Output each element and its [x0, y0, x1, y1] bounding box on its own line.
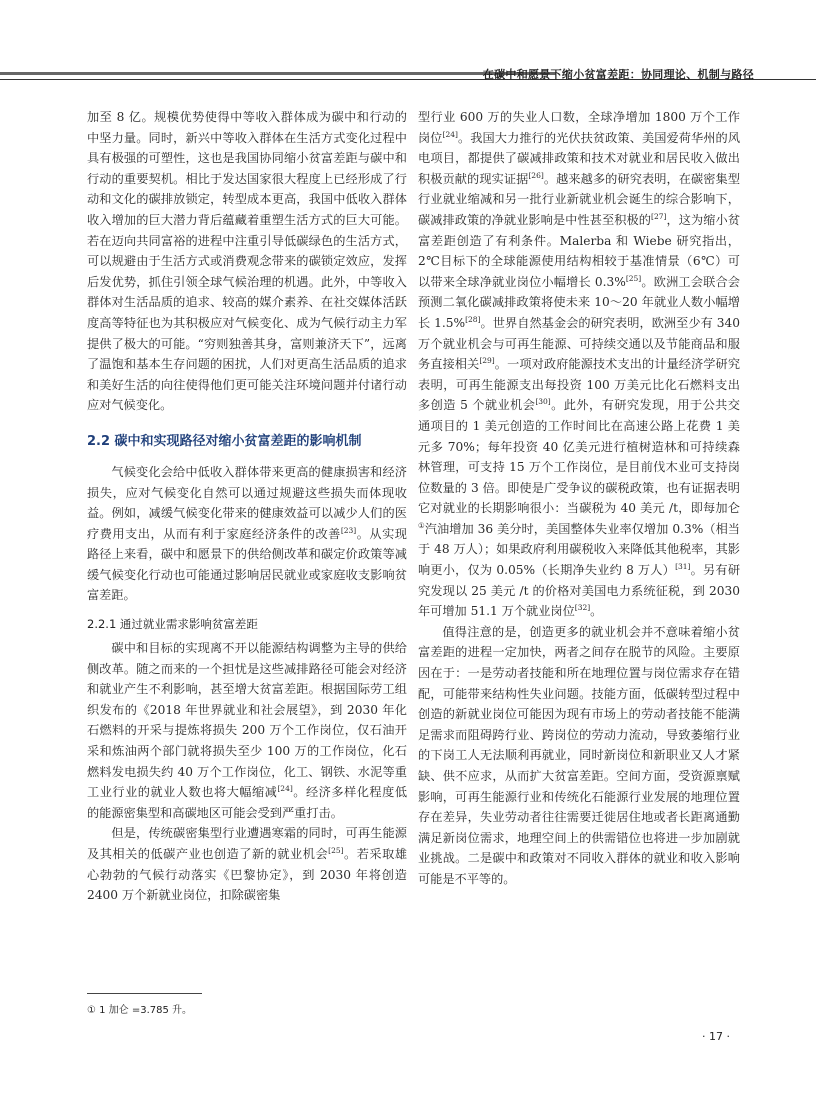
citation: [31]: [675, 562, 691, 571]
subsection-heading: 2.2.1 通过就业需求影响贫富差距: [87, 617, 258, 632]
citation: [29]: [479, 356, 495, 366]
citation: [25]: [625, 273, 642, 283]
page-number: · 17 ·: [702, 1030, 730, 1043]
left-column: [87, 107, 407, 906]
footnote-rule: [87, 993, 202, 994]
citation: [32]: [574, 603, 591, 613]
paragraph: 加至 8 亿。规模优势使得中等收入群体成为碳中和行动的中坚力量。同时，新兴中等收入群体在生活方式变化过程中具有极强的可塑性，这也是我国协同缩小贫富差距与碳中和行动的重要契机。相比于发达国家很大程度上已经形成了行动和文化的碳排放锁定，转型成本更高，我国中低收入群体收入增加的巨大潜力背后蕴藏着重塑生活方式的巨大可能。若在迈向共同富裕的进程中注重引导低碳绿色的生活方式，可以规避由于生活方式或消费观念带来的碳锁定效应，发挥后发优势，抓住引领全球气候治理的机遇。此外，中等收入群体对生活品质的追求、较高的媒介素养、在社交媒体活跃度高等特征也为其积极应对气候变化、成为气候行动主力军提供了极大的可能。“穷则独善其身，富则兼济天下”，远离了温饱和基本生存问题的困扰，人们对更高生活品质的追求和美好生活的向往使得他们更可能关注环境问题并付诸行动应对气候变化。: [87, 110, 407, 413]
footnote: ① 1 加仑 =3.785 升。: [87, 1005, 193, 1016]
citation: [24]: [277, 784, 293, 794]
citation: [25]: [328, 845, 344, 855]
right-column: [418, 107, 740, 890]
citation: [24]: [442, 129, 458, 139]
header-bar: [0, 72, 556, 75]
citation: [26]: [528, 170, 544, 180]
section-heading: 2.2 碳中和实现路径对缩小贫富差距的影响机制: [87, 433, 362, 449]
footnote-marker: ①: [418, 520, 425, 530]
paragraph: 值得注意的是，创造更多的就业机会并不意味着缩小贫富差距的进程一定加快，两者之间存在脱节的风险。主要原因在于：一是劳动者技能和所在地理位置与岗位需求存在错配，可能带来结构性失业问题。技能方面，低碳转型过程中创造的新就业岗位可能因为现有市场上的劳动者技能不能满足需求而阻碍跨行业、跨岗位的劳动力流动，导致萎缩行业的下岗工人无法顺利再就业，同时新岗位和新职业又人才紧缺、供不应求，从而扩大贫富差距。空间方面，受资源禀赋影响，可再生能源行业和传统化石能源行业发展的地理位置存在差异，失业劳动者往往需要迁徙居住地或者长距离通勤满足新岗位需求，地理空间上的供需错位也将进一步加剧就业挑战。二是碳中和政策对不同收入群体的就业和收入影响可能是不平等的。: [418, 624, 740, 886]
paragraph: 型行业 600 万的失业人口数，全球净增加 1800 万个工作岗位[24]。我国大力推行的光伏扶贫政策、美国爱荷华州的风电项目，都提供了碳减排政策和技术对就业和居民收入做出积极贡献的现实证据[26]。越来越多的研究表明，在碳密集型行业就业缩减和另一批行业新就业机会诞生的综合影响下，碳减排政策的净就业影响是中性甚至积极的[27]，这为缩小贫富差距创造了有利条件。Malerba 和 Wiebe 研究指出，2℃目标下的全球能源使用结构相较于基准情景（6℃）可以带来全球净就业岗位小幅增长 0.3%[25]。欧洲工会联合会预测二氧化碳减排政策将使未来 10～20 年就业人数小幅增长 1.5%[28]。世界自然基金会的研究表明，欧洲至少有 340 万个就业机会与可再生能源、可持续交通以及节能商品和服务直接相关[29]。一项对政府能源技术支出的计量经济学研究表明，可再生能源支出每投资 100 万美元比化石燃料支出多创造 5 个就业机会[30]。此外，有研究发现，用于公共交通项目的 1 美元创造的工作时间比在高速公路上花费 1 美元多 70%；每年投资 40 亿美元进行植树造林和可持续森林管理，可支持 15 万个工作岗位，是目前伐木业可支持岗位数量的 3 倍。即使是广受争议的碳税政策，也有证据表明它对就业的长期影响很小：当碳税为 40 美元 /t，即每加仑①汽油增加 36 美分时，美国整体失业率仅增加 0.3%（相当于 48 万人）；如果政府利用碳税收入来降低其他税率，其影响更小，仅为 0.05%（长期净失业约 8 万人）[31]。另有研究发现以 25 美元 /t 的价格对美国电力系统征税，到 2030 年可增加 51.1 万个就业岗位[32]。: [418, 110, 741, 619]
paragraph: 碳中和目标的实现离不开以能源结构调整为主导的供给侧改革。随之而来的一个担忧是这些减排路径可能会对经济和就业产生不利影响，甚至增大贫富差距。根据国际劳工组织发布的《2018 年世界就业和社会展望》，到 2030 年化石燃料的开采与提炼将损失 200 万个工作岗位，仅石油开采和炼油两个部门就将损失至少 100 万的工作岗位，化石燃料发电损失约 40 万个工作岗位，化工、钢铁、水泥等重工业行业的就业人数也将大幅缩减[24]。经济多样化程度低的能源密集型和高碳地区可能会受到严重打击。: [87, 641, 408, 820]
citation: [28]: [465, 314, 481, 324]
paragraph: 气候变化会给中低收入群体带来更高的健康损害和经济损失，应对气候变化自然可以通过规避这些损失而体现收益。例如，减缓气候变化带来的健康效益可以减少人们的医疗费用支出，从而有利于家庭经济条件的改善[23]。从实现路径上来看，碳中和愿景下的供给侧改革和碳定价政策等减缓气候变化行动也可能通过影响居民就业或家庭收支影响贫富差距。: [87, 464, 407, 603]
running-title: 在碳中和愿景下缩小贫富差距：协同理论、机制与路径: [482, 68, 754, 81]
paragraph: 但是，传统碳密集型行业遭遇寒霜的同时，可再生能源及其相关的低碳产业也创造了新的就业机会[25]。若采取雄心勃勃的气候行动落实《巴黎协定》，到 2030 年将创造 2400 万个新就业岗位，扣除碳密集: [87, 826, 408, 903]
citation: [23]: [340, 525, 357, 535]
citation: [30]: [535, 397, 551, 407]
citation: [27]: [651, 211, 667, 221]
